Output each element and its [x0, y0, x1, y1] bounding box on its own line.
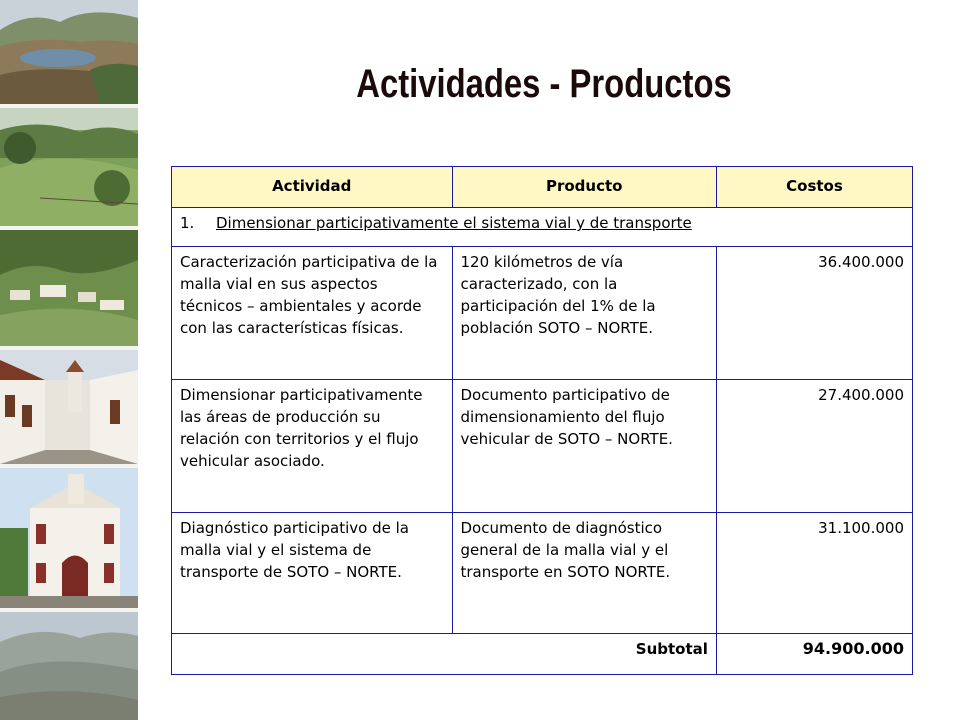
cell-producto: Documento participativo de dimensionamiento del flujo vehicular de SOTO – NORTE.	[452, 380, 716, 513]
activities-table	[171, 166, 913, 675]
table-row	[172, 513, 913, 634]
header-actividad: Actividad	[172, 167, 453, 208]
section-number: 1.	[180, 214, 195, 232]
cell-actividad: Diagnóstico participativo de la malla vial y el sistema de transporte de SOTO – NORTE.	[172, 513, 453, 634]
section-label: Dimensionar participativamente el sistema vial y de transporte	[216, 214, 692, 232]
cell-costo: 27.400.000	[716, 380, 912, 513]
cell-producto: Documento de diagnóstico general de la malla vial y el transporte en SOTO NORTE.	[452, 513, 716, 634]
section-row	[172, 208, 913, 247]
photo-lake-landscape	[0, 0, 138, 104]
photo-valley-town	[0, 230, 138, 346]
photo-green-hills	[0, 108, 138, 226]
section-cell	[172, 208, 913, 247]
photo-mountains	[0, 612, 138, 720]
header-costos: Costos	[716, 167, 912, 208]
cell-actividad: Dimensionar participativamente las áreas de producción su relación con territorios y el flujo vehicular asociado.	[172, 380, 453, 513]
photo-strip	[0, 0, 138, 720]
cell-producto: 120 kilómetros de vía caracterizado, con la participación del 1% de la población SOTO – NORTE.	[452, 247, 716, 380]
subtotal-label: Subtotal	[172, 634, 717, 675]
cell-costo: 36.400.000	[716, 247, 912, 380]
table-row	[172, 380, 913, 513]
photo-church	[0, 468, 138, 608]
page-title: Actividades - Productos	[356, 62, 732, 106]
table-header-row	[172, 167, 913, 208]
cell-costo: 31.100.000	[716, 513, 912, 634]
header-producto: Producto	[452, 167, 716, 208]
table-row	[172, 247, 913, 380]
cell-actividad: Caracterización participativa de la malla vial en sus aspectos técnicos – ambientales y acorde con las características físicas.	[172, 247, 453, 380]
photo-colonial-street	[0, 350, 138, 464]
subtotal-value: 94.900.000	[716, 634, 912, 675]
subtotal-row	[172, 634, 913, 675]
